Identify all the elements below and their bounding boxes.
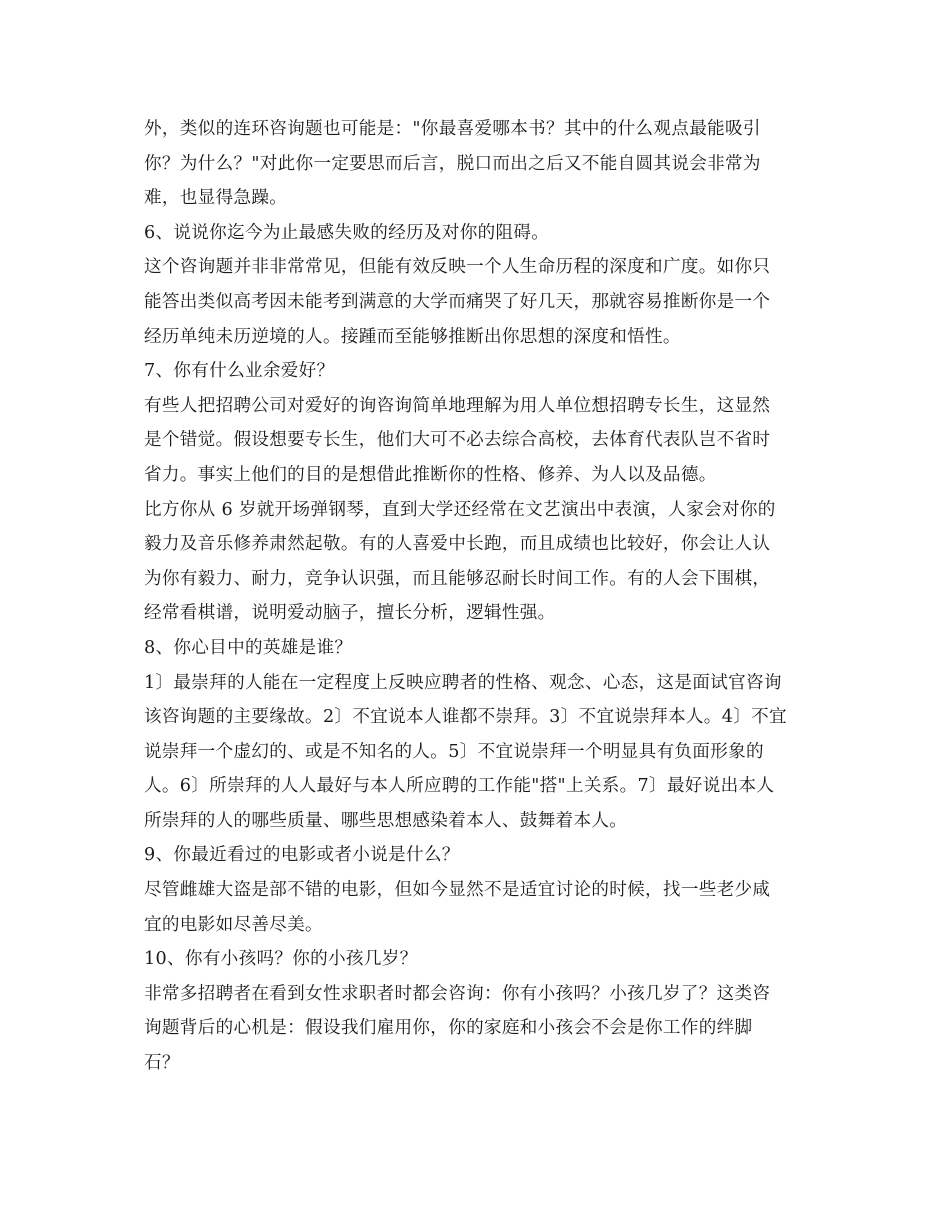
text-line: 人。6〕所崇拜的人人最好与本人所应聘的工作能"搭"上关系。7〕最好说出本人 <box>144 776 775 797</box>
text-line: 石？ <box>144 1053 180 1074</box>
text-line: 你？为什么？"对此你一定要思而后言，脱口而出之后又不能自圆其说会非常为 <box>144 153 761 174</box>
text-line: 宜的电影如尽善尽美。 <box>144 914 323 935</box>
text-line: 省力。事实上他们的目的是想借此推断你的性格、修养、为人以及品德。 <box>144 464 717 485</box>
section-heading-9: 9、你最近看过的电影或者小说是什么？ <box>144 845 460 866</box>
text-line: 尽管雌雄大盗是部不错的电影，但如今显然不是适宜讨论的时候，找一些老少咸 <box>144 880 771 901</box>
section-heading-6: 6、说说你迄今为止最感失败的经历及对你的阻碍。 <box>144 222 550 243</box>
text-line: 是个错觉。假设想要专长生，他们大可不必去综合高校，去体育代表队岂不省时 <box>144 430 771 451</box>
text-line: 说崇拜一个虚幻的、或是不知名的人。5〕不宜说崇拜一个明显具有负面形象的 <box>144 741 764 762</box>
text-line: 毅力及音乐修养肃然起敬。有的人喜爱中长跑，而且成绩也比较好，你会让人认 <box>144 534 771 555</box>
document-page <box>144 112 814 1081</box>
text-line: 能答出类似高考因未能考到满意的大学而痛哭了好几天，那就容易推断你是一个 <box>144 291 771 312</box>
text-line: 询题背后的心机是：假设我们雇用你，你的家庭和小孩会不会是你工作的绊脚 <box>144 1018 753 1039</box>
section-heading-8: 8、你心目中的英雄是谁？ <box>144 637 353 658</box>
text-line: 所崇拜的人的哪些质量、哪些思想感染着本人、鼓舞着本人。 <box>144 810 628 831</box>
text-line: 为你有毅力、耐力，竞争认识强，而且能够忍耐长时间工作。有的人会下围棋， <box>144 568 771 589</box>
text-line: 经常看棋谱，说明爱动脑子，擅长分析，逻辑性强。 <box>144 603 556 624</box>
section-heading-10: 10、你有小孩吗？你的小孩几岁？ <box>144 949 418 970</box>
section-heading-7: 7、你有什么业余爱好？ <box>144 361 335 382</box>
text-line: 1〕最崇拜的人能在一定程度上反映应聘者的性格、观念、心态，这是面试官咨询 <box>144 672 782 693</box>
text-line: 该咨询题的主要缘故。2〕不宜说本人谁都不崇拜。3〕不宜说崇拜本人。4〕不宜 <box>144 707 787 728</box>
text-line: 外，类似的连环咨询题也可能是："你最喜爱哪本书？其中的什么观点最能吸引 <box>144 119 761 139</box>
text-line: 比方你从 6 岁就开场弹钢琴，直到大学还经常在文艺演出中表演，人家会对你的 <box>144 499 776 520</box>
text-line: 有些人把招聘公司对爱好的询咨询简单地理解为用人单位想招聘专长生，这显然 <box>144 395 771 416</box>
text-line: 这个咨询题并非非常常见，但能有效反映一个人生命历程的深度和广度。如你只 <box>144 257 771 278</box>
text-line: 难，也显得急躁。 <box>144 188 288 209</box>
text-line: 非常多招聘者在看到女性求职者时都会咨询：你有小孩吗？小孩几岁了？这类咨 <box>144 983 771 1004</box>
text-line: 经历单纯未历逆境的人。接踵而至能够推断出你思想的深度和悟性。 <box>144 326 681 347</box>
